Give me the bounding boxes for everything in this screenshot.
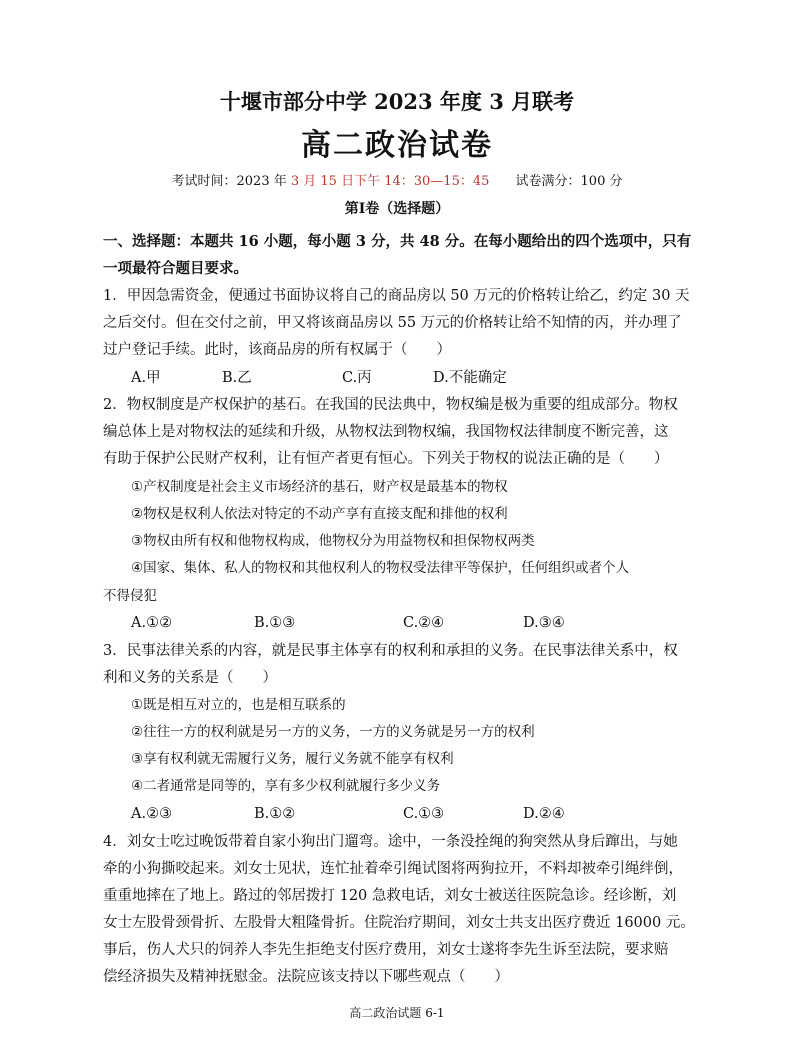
question-3-statement: ③享有权利就无需履行义务，履行义务就不能享有权利 <box>131 751 454 767</box>
exam-time-value: 3 月 15 日下午 14：30—15：45 <box>290 174 490 189</box>
question-4-text: 4．刘女士吃过晚饭带着自家小狗出门遛弯。途中，一条没拴绳的狗突然从身后蹿出，与她 <box>103 834 678 850</box>
question-2-option-c: C.②④ <box>403 615 445 631</box>
exam-meta <box>0 172 794 192</box>
exam-time-label: 考试时间：2023 年 <box>171 174 287 189</box>
question-4-text: 重重地摔在了地上。路过的邻居拨打 120 急救电话，刘女士被送往医院急诊。经诊断，刘 <box>103 888 677 904</box>
question-2-statement: ④国家、集体、私人的物权和其他权利人的物权受法律平等保护，任何组织或者个人 <box>131 560 630 576</box>
question-1-text: 过户登记手续。此时，该商品房的所有权属于（ ） <box>103 342 451 358</box>
question-2-option-b: B.①③ <box>254 615 296 631</box>
question-3-statement: ②往往一方的权利就是另一方的义务，一方的义务就是另一方的权利 <box>131 724 535 740</box>
question-3-statement: ④二者通常是同等的，享有多少权利就履行多少义务 <box>131 778 441 794</box>
question-1-text: 之后交付。但在交付之前，甲又将该商品房以 55 万元的价格转让给不知情的丙，并办理了 <box>103 315 682 331</box>
question-2-statement: ①产权制度是社会主义市场经济的基石，财产权是最基本的物权 <box>131 479 508 495</box>
question-2-statement: ③物权由所有权和他物权构成，他物权分为用益物权和担保物权两类 <box>131 533 535 549</box>
question-2-statement: ②物权是权利人依法对特定的不动产享有直接支配和排他的权利 <box>131 506 508 522</box>
question-2-option-a: A.①② <box>131 615 173 631</box>
question-1-text: 1．甲因急需资金，便通过书面协议将自己的商品房以 50 万元的价格转让给乙，约定 30 天 <box>103 288 690 304</box>
question-2-text: 编总体上是对物权法的延续和升级，从物权法到物权编，我国物权法律制度不断完善，这 <box>103 424 669 440</box>
question-4-text: 女士左股骨颈骨折、左股骨大粗隆骨折。住院治疗期间，刘女士共支出医疗费近 16000 元。 <box>103 915 695 931</box>
question-4-text: 牵的小狗撕咬起来。刘女士见状，连忙扯着牵引绳试图将两狗拉开，不料却被牵引绳绊倒， <box>103 861 683 877</box>
question-4-text: 事后，伤人犬只的饲养人李先生拒绝支付医疗费用，刘女士遂将李先生诉至法院，要求赔 <box>103 942 669 958</box>
question-3-statement: ①既是相互对立的，也是相互联系的 <box>131 697 346 713</box>
question-2-text: 2．物权制度是产权保护的基石。在我国的民法典中，物权编是极为重要的组成部分。物权 <box>103 397 678 413</box>
school-title: 十堰市部分中学 2023 年度 3 月联考 <box>219 89 575 114</box>
question-3-option-a: A.②③ <box>131 806 173 822</box>
question-2-statement: 不得侵犯 <box>103 588 157 604</box>
page-footer: 高二政治试题 6-1 <box>349 1006 445 1020</box>
instructions-line: 一、选择题：本题共 16 小题，每小题 3 分，共 48 分。在每小题给出的四个选项中，只有 <box>103 233 692 250</box>
full-score-label: 试卷满分：100 分 <box>515 174 623 189</box>
question-4-text: 偿经济损失及精神抚慰金。法院应该支持以下哪些观点（ ） <box>103 969 509 985</box>
question-3-text: 利和义务的关系是（ ） <box>103 670 277 686</box>
question-1-option-b: B.乙 <box>222 370 252 386</box>
question-3-text: 3．民事法律关系的内容，就是民事主体享有的权利和承担的义务。在民事法律关系中，权 <box>103 643 678 659</box>
question-3-option-c: C.①③ <box>403 806 445 822</box>
question-1-option-d: D.不能确定 <box>433 370 507 386</box>
question-2-option-d: D.③④ <box>523 615 565 631</box>
instructions-line: 一项最符合题目要求。 <box>103 260 248 277</box>
question-2-text: 有助于保护公民财产权利，让有恒产者更有恒心。下列关于物权的说法正确的是（ ） <box>103 451 669 467</box>
question-3-option-b: B.①② <box>254 806 296 822</box>
section-title: 第Ⅰ卷（选择题） <box>344 201 450 217</box>
question-1-option-a: A.甲 <box>131 370 161 386</box>
exam-title: 高二政治试卷 <box>301 128 493 163</box>
question-1-option-c: C.丙 <box>342 370 372 386</box>
question-3-option-d: D.②④ <box>523 806 565 822</box>
